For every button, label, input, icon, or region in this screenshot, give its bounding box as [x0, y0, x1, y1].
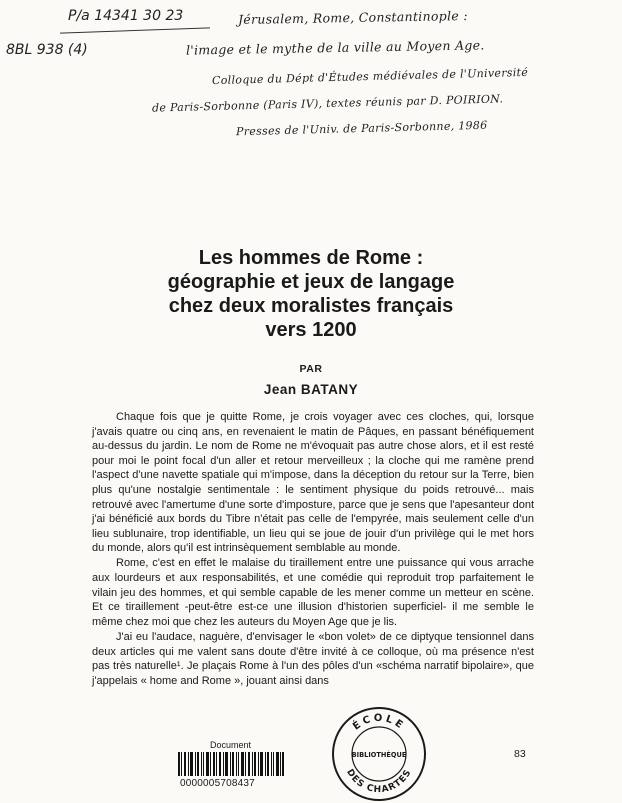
body-paragraph: J'ai eu l'audace, naguère, d'envisager le «bon volet» de ce diptyque tensionnel dans deux articles qui me valent sans doute d'être invité à ce colloque, où ma présence n'est pas très naturelle¹. Je plaçais Rome à l'un des pôles d'un «schéma narratif bipolaire», que j'appelais « home and Rome », jouant ainsi dans	[92, 630, 534, 687]
call-number-strike	[60, 27, 210, 33]
article-title-line: vers 1200	[265, 319, 357, 341]
article-title-line: Les hommes de Rome :	[198, 247, 424, 269]
article-title-line: chez deux moralistes français	[168, 295, 454, 317]
article-title-line: géographie et jeux de langage	[167, 271, 455, 293]
handwritten-note-line-5: Presses de l'Univ. de Paris-Sorbonne, 1986	[235, 118, 488, 139]
body-paragraph: Rome, c'est en effet le malaise du tiraillement entre une puissance qui vous arrache aux lourdeurs et aux responsabilités, et une comédie qui reproduit trop parfaitement le vilain jeu des hommes, et qui semble capable de les mener comme un metteur en scène. Et ce tiraillement -peut-être est-ce une illusion d'historien superficiel- il me semble le même chez moi que chez les auteurs du Moyen Age que je lis.	[92, 557, 534, 628]
library-stamp	[330, 705, 428, 803]
article-body	[92, 410, 534, 689]
call-number-1: P/a 14341 30 23	[68, 8, 184, 24]
handwritten-note-line-2: l'image et le mythe de la ville au Moyen Age.	[185, 37, 485, 58]
barcode-number: 0000005708437	[180, 778, 255, 789]
handwritten-note-line-4: de Paris-Sorbonne (Paris IV), textes réunis par D. POIRION.	[151, 92, 504, 115]
body-paragraph: Chaque fois que je quitte Rome, je crois voyager avec ces cloches, qui, lorsque j'avais quatre ou cinq ans, en revenaient le matin de Pâques, en passant bénéfiquement au-dessus du jardin. Le nom de Rome ne m'évoquait pas autre chose alors, et il est resté pour moi le point focal d'un aller et retour merveilleux ; la cloche qui me ramène prend l'aspect d'une navette spatiale qui m'impose, dans la déception du retour sur la Terre, bien plus qu'une nostalgie sentimentale : le sentiment physique du poids retrouvé... mais retrouvé avec l'amertume d'une sorte d'imposture, parce que je sens que l'apesanteur dont j'ai bénéficié aux bords du Tibre n'était pas celle de l'empyrée, mais seulement celle d'un lieu sublunaire, trop identifiable, un lieu qui se joue de jouir d'un privilège qui le met hors du monde, alors qu'il est intrinsèquement semblable au monde.	[92, 411, 534, 555]
stamp-top-text: ÉCOLE	[351, 712, 407, 733]
svg-text:ÉCOLE	[350, 713, 407, 733]
page-number: 83	[514, 748, 526, 760]
call-number-2: 8BL 938 (4)	[6, 42, 88, 58]
document-label: Document	[210, 740, 252, 750]
author-name: Jean BATANY	[263, 382, 359, 397]
handwritten-note-line-3: Colloque du Dépt d'Études médiévales de l'Université	[211, 65, 529, 88]
article-title	[0, 246, 622, 342]
barcode	[178, 752, 284, 776]
handwritten-note-line-1: Jérusalem, Rome, Constantinople :	[237, 7, 468, 28]
stamp-bottom-text: DES CHARTES	[344, 767, 414, 796]
byline-label: PAR	[299, 363, 323, 375]
stamp-center-text: BIBLIOTHÈQUE	[351, 751, 407, 759]
